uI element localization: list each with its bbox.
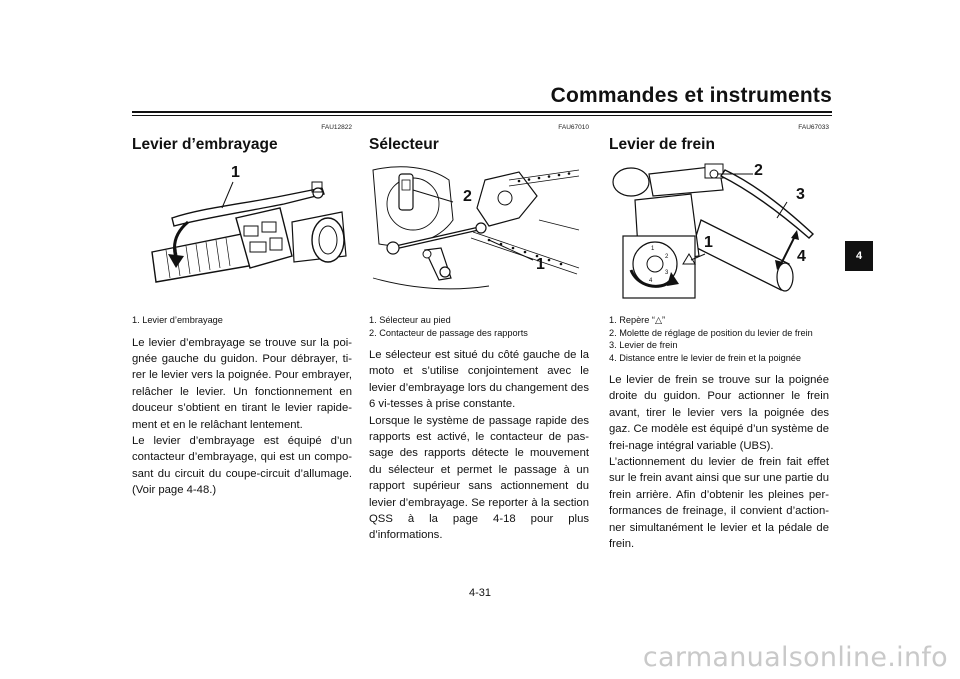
figure-label-2: 2 bbox=[463, 188, 472, 205]
watermark-text: carmanualsonline.info bbox=[642, 642, 948, 673]
figure-label-3: 3 bbox=[796, 186, 805, 203]
section-code: FAU67010 bbox=[558, 124, 589, 131]
caption-item: 1. Sélecteur au pied bbox=[369, 315, 451, 325]
body-paragraph: Le levier d’embrayage se trouve sur la poi-gnée gauche du guidon. Pour débrayer, ti-rer le levier vers la poignée. Pour embrayer, relâcher le levier. Un fonctionnement en douceur s’obtient en tirant le levier rapide-ment et en le relâchant lentement. bbox=[132, 336, 352, 431]
caption-item: 2. Molette de réglage de position du levier de frein bbox=[609, 327, 813, 338]
svg-text:2: 2 bbox=[665, 254, 669, 260]
section-clutch-lever bbox=[132, 124, 352, 499]
clutch-lever-illustration bbox=[132, 160, 352, 304]
figure-label-1: 1 bbox=[704, 234, 713, 251]
svg-text:1: 1 bbox=[651, 246, 655, 252]
body-paragraph: Le levier de frein se trouve sur la poignée droite du guidon. Pour actionner le frein avant, tirer le levier vers la poignée des gaz. Ce modèle est équipé d’un système de frei-nage intégral variable (UBS). bbox=[609, 374, 829, 452]
svg-text:3: 3 bbox=[665, 270, 669, 276]
body-paragraph: L’actionnement du levier de frein fait effet sur le frein avant ainsi que sur une partie du frein arrière. Afin d’obtenir les pleines per-formances de freinage, il convient d’action-ner simultanément le levier et la pédale de frein. bbox=[609, 456, 829, 551]
figure-label-1: 1 bbox=[231, 164, 240, 181]
chapter-tab[interactable]: 4 bbox=[845, 241, 873, 271]
clutch-lever-drawing bbox=[132, 160, 352, 304]
caption-item: 1. Levier d’embrayage bbox=[132, 315, 223, 325]
page-header-title: Commandes et instruments bbox=[550, 84, 832, 107]
body-paragraph: Le sélecteur est situé du côté gauche de la moto et s’utilise conjointement avec le levier d’embrayage lors du changement des 6 vi-tesses à prise constante. bbox=[369, 349, 589, 411]
caption-item: 3. Levier de frein bbox=[609, 340, 678, 350]
figure-label-2: 2 bbox=[754, 162, 763, 179]
caption-item: 2. Contacteur de passage des rapports bbox=[369, 327, 528, 338]
section-brake-lever bbox=[609, 124, 829, 552]
brake-lever-illustration bbox=[609, 160, 829, 304]
section-title: Sélecteur bbox=[369, 136, 439, 153]
svg-text:4: 4 bbox=[649, 278, 653, 284]
figure-label-4: 4 bbox=[797, 248, 806, 265]
section-code: FAU67033 bbox=[798, 124, 829, 131]
section-title: Levier de frein bbox=[609, 136, 715, 153]
section-code: FAU12822 bbox=[321, 124, 352, 131]
page-number: 4-31 bbox=[468, 587, 492, 599]
figure-captions bbox=[132, 314, 352, 327]
body-paragraph: Le levier d’embrayage est équipé d’un contacteur d’embrayage, qui est un compo-sant du circuit du coupe-circuit d’allumage. (Voir page 4-48.) bbox=[132, 434, 352, 497]
figure-label-1: 1 bbox=[536, 256, 545, 273]
header-rule-thin bbox=[132, 115, 832, 116]
section-title: Levier d’embrayage bbox=[132, 136, 278, 153]
body-paragraph: Lorsque le système de passage rapide des rapports est activé, le contacteur de pas-sage des rapports détecte le mouvement du sélecteur et permet le passage à un rapport supérieur sans actionnement du levier d’embrayage. Se reporter à la section QSS à la page 4-18 pour plus d’informations. bbox=[369, 414, 589, 542]
header-rule bbox=[132, 111, 832, 113]
caption-item: 4. Distance entre le levier de frein et la poignée bbox=[609, 352, 802, 363]
figure-captions bbox=[369, 314, 589, 339]
shift-pedal-illustration bbox=[369, 160, 589, 304]
figure-captions bbox=[609, 314, 829, 364]
shift-pedal-drawing bbox=[369, 160, 589, 304]
caption-item: 1. Repère “△” bbox=[609, 315, 666, 325]
brake-lever-drawing bbox=[609, 160, 829, 304]
section-shift-pedal bbox=[369, 124, 589, 544]
